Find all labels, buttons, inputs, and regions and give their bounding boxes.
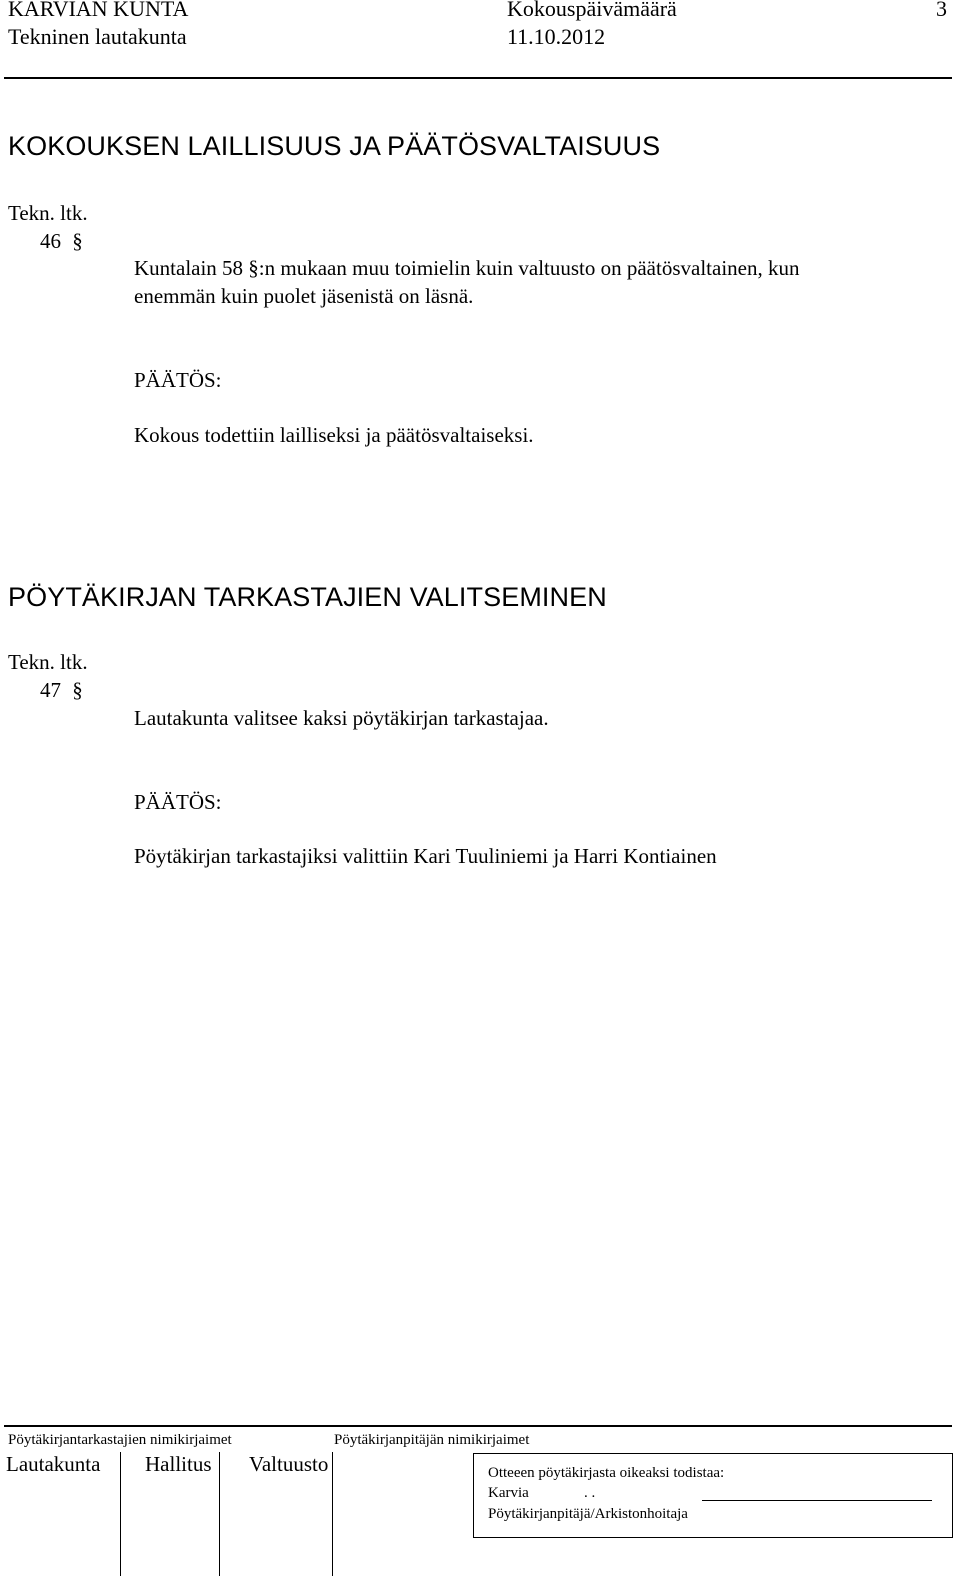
- section-46-decision-label: PÄÄTÖS:: [134, 368, 222, 392]
- meeting-date: 11.10.2012: [507, 24, 606, 49]
- section-47-title: PÖYTÄKIRJAN TARKASTAJIEN VALITSEMINEN: [8, 582, 607, 612]
- certificate-place: Karvia: [488, 1485, 529, 1501]
- board-name: Tekninen lautakunta: [8, 24, 187, 49]
- section-46-title: KOKOUKSEN LAILLISUUS JA PÄÄTÖSVALTAISUUS: [8, 131, 661, 161]
- column-divider-2: [219, 1452, 220, 1576]
- page-number: 3: [936, 0, 947, 21]
- keeper-signatures-label: Pöytäkirjanpitäjän nimikirjaimet: [334, 1432, 530, 1448]
- certificate-box: [473, 1453, 953, 1538]
- section-47-decision-text: Pöytäkirjan tarkastajiksi valittiin Kari Tuuliniemi ja Harri Kontiainen: [134, 844, 717, 868]
- section-46-body-label: Tekn. ltk.: [8, 201, 88, 225]
- section-47-number: 47 §: [40, 678, 83, 702]
- date-label: Kokouspäivämäärä: [507, 0, 677, 21]
- column-divider-3: [332, 1452, 333, 1576]
- section-47-text-line1: Lautakunta valitsee kaksi pöytäkirjan tarkastajaa.: [134, 706, 549, 730]
- column-divider-1: [120, 1452, 121, 1576]
- header-rule: [4, 77, 952, 79]
- section-46-text-line1: Kuntalain 58 §:n mukaan muu toimielin kuin valtuusto on päätösvaltainen, kun: [134, 256, 800, 280]
- org-name: KARVIAN KUNTA: [8, 0, 189, 21]
- footer-rule: [4, 1425, 952, 1427]
- section-46-number: 46 §: [40, 229, 83, 253]
- section-46-decision-text: Kokous todettiin lailliseksi ja päätösvaltaiseksi.: [134, 423, 534, 447]
- column-valtuusto: Valtuusto: [249, 1452, 329, 1476]
- certificate-date-dots: . .: [584, 1485, 596, 1501]
- certificate-signer: Pöytäkirjanpitäjä/Arkistonhoitaja: [488, 1506, 688, 1522]
- certificate-title: Otteeen pöytäkirjasta oikeaksi todistaa:: [488, 1465, 725, 1481]
- column-lautakunta: Lautakunta: [6, 1452, 101, 1476]
- inspectors-signatures-label: Pöytäkirjantarkastajien nimikirjaimet: [8, 1432, 232, 1448]
- column-hallitus: Hallitus: [145, 1452, 212, 1476]
- section-47-decision-label: PÄÄTÖS:: [134, 790, 222, 814]
- certificate-signature-line: [702, 1500, 932, 1501]
- section-46-text-line2: enemmän kuin puolet jäsenistä on läsnä.: [134, 284, 474, 308]
- section-47-body-label: Tekn. ltk.: [8, 650, 88, 674]
